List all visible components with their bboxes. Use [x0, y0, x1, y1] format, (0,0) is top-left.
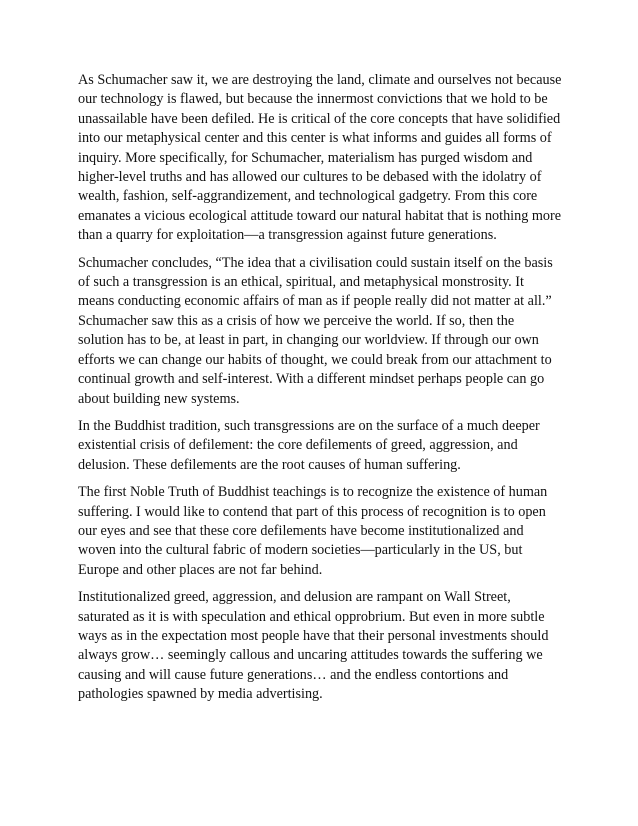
paragraph-3: In the Buddhist tradition, such transgressions are on the surface of a much deeper existential crisis of defilement: the core defilements of greed, aggression, and delusion. These defilements are the root causes of human suffering. [78, 417, 540, 473]
paragraph-4: The first Noble Truth of Buddhist teachings is to recognize the existence of human suffering. I would like to contend that part of this process of recognition is to open our eyes and see that these core defilements have become institutionalized and woven into the cultural fabric of modern societies—particularly in the US, but Europe and other places are not far behind. [78, 484, 548, 578]
paragraph-5: Institutionalized greed, aggression, and delusion are rampant on Wall Street, saturated as it is with speculation and ethical opprobrium. But even in more subtle ways as in the expectation most people have that their personal investments should always grow… seemingly callous and uncaring attitudes towards the suffering we causing and will cause future generations… and the endless contortions and pathologies spawned by media advertising. [78, 589, 549, 703]
paragraph-2: Schumacher concludes, “The idea that a civilisation could sustain itself on the basis of such a transgression is an ethical, spiritual, and metaphysical monstrosity. It means conducting economic affairs of man as if people really did not matter at all.” Schumacher saw this as a crisis of how we perceive the world. If so, then the solution has to be, at least in part, in changing our worldview. If through our own efforts we can change our habits of thought, we could break from our attachment to continual growth and self-interest. With a different mindset perhaps people can go about building new systems. [78, 254, 553, 407]
paragraph-1: As Schumacher saw it, we are destroying the land, climate and ourselves not because our technology is flawed, but because the innermost convictions that we hold to be unassailable have been defiled. He is critical of the core concepts that have solidified into our metaphysical center and this center is what informs and guides all forms of inquiry. More specifically, for Schumacher, materialism has purged wisdom and higher-level truths and has allowed our cultures to be debased with the idolatry of wealth, fashion, self-aggrandizement, and technological gadgetry. From this core emanates a vicious ecological attitude toward our natural habitat that is nothing more than a quarry for exploitation—a transgression against future generations. [78, 72, 562, 244]
document-body [78, 71, 562, 713]
